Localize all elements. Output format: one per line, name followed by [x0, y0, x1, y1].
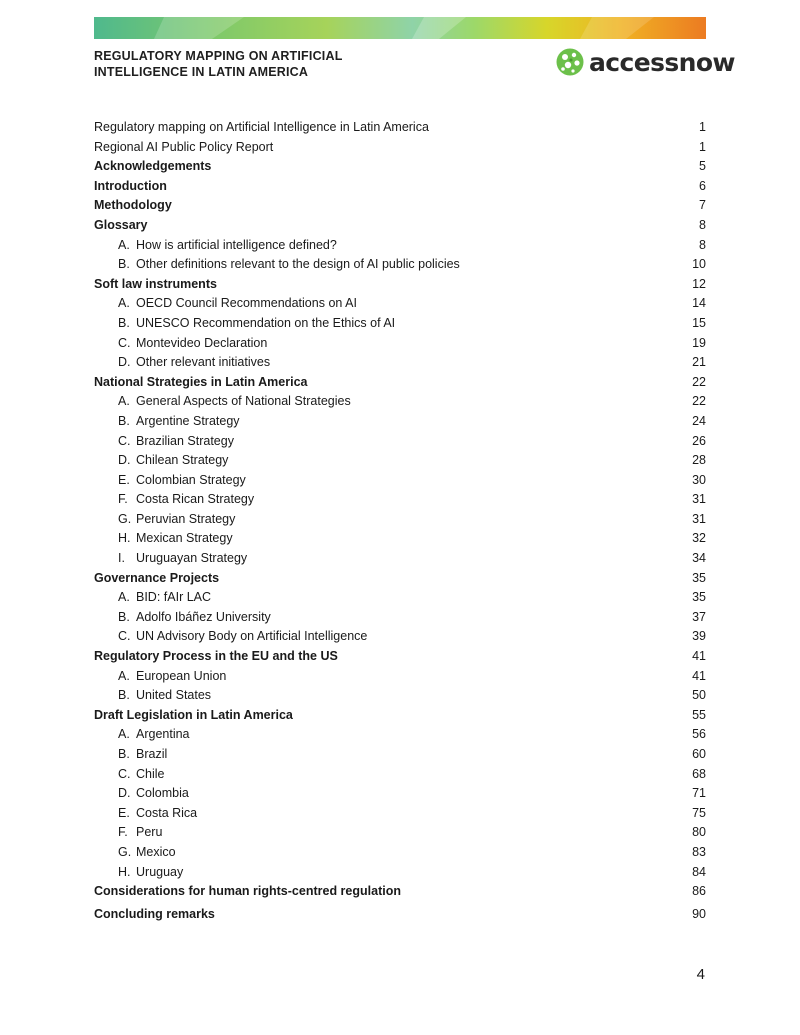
toc-entry-label: Mexico [136, 844, 176, 859]
toc-entry-label: Draft Legislation in Latin America [94, 707, 293, 722]
toc-entry-label: Brazilian Strategy [136, 433, 234, 448]
toc-entry-title [94, 588, 211, 608]
toc-entry-page: 56 [692, 727, 706, 742]
toc-entry-page: 39 [692, 629, 706, 644]
toc-entry-page: 31 [692, 492, 706, 507]
toc-entry-letter: F. [118, 825, 128, 840]
toc-entry-label: Adolfo Ibáñez University [136, 609, 271, 624]
toc-entry-page: 75 [692, 805, 706, 820]
toc-entry-letter: B. [118, 609, 130, 624]
toc-entry-label: General Aspects of National Strategies [136, 394, 351, 409]
logo-wordmark: accessnow [589, 47, 735, 77]
toc-subentry[interactable] [94, 432, 706, 452]
toc-entry-label: European Union [136, 668, 227, 683]
toc-entry-page: 8 [699, 237, 706, 252]
toc-entry-title [94, 294, 357, 314]
toc-subentry[interactable] [94, 529, 706, 549]
toc-subentry[interactable] [94, 353, 706, 373]
toc-subentry[interactable] [94, 294, 706, 314]
toc-entry-page: 71 [692, 786, 706, 801]
toc-entry-letter: A. [118, 590, 130, 605]
toc-entry[interactable] [94, 569, 706, 589]
toc-entry-label: Introduction [94, 178, 167, 193]
toc-entry-title [94, 882, 401, 902]
toc-entry-title [94, 471, 246, 491]
toc-entry-title [94, 608, 271, 628]
toc-entry-letter: I. [118, 551, 125, 566]
toc-entry-label: Concluding remarks [94, 907, 215, 922]
toc-entry-page: 90 [692, 907, 706, 922]
toc-entry-label: Peru [136, 825, 163, 840]
toc-entry-title [94, 706, 293, 726]
toc-subentry[interactable] [94, 451, 706, 471]
toc-entry-page: 22 [692, 374, 706, 389]
toc-entry-title [94, 745, 167, 765]
toc-entry-letter: C. [118, 629, 131, 644]
toc-entry-label: National Strategies in Latin America [94, 374, 308, 389]
toc-entry-title [94, 432, 234, 452]
toc-entry[interactable] [94, 706, 706, 726]
toc-subentry[interactable] [94, 510, 706, 530]
toc-entry-page: 7 [699, 198, 706, 213]
document-title-line-1: REGULATORY MAPPING ON ARTIFICIAL [94, 49, 343, 63]
toc-entry-label: UNESCO Recommendation on the Ethics of AI [136, 315, 396, 330]
toc-entry[interactable] [94, 196, 706, 216]
toc-entry[interactable] [94, 216, 706, 236]
toc-entry-label: BID: fAIr LAC [136, 590, 212, 605]
toc-entry[interactable] [94, 118, 706, 138]
toc-entry-label: Regulatory Process in the EU and the US [94, 649, 338, 664]
toc-entry-label: Methodology [94, 198, 172, 213]
toc-entry-title [94, 510, 235, 530]
toc-entry-title [94, 823, 162, 843]
toc-entry-page: 1 [699, 120, 706, 134]
toc-entry-title [94, 392, 351, 412]
toc-subentry[interactable] [94, 236, 706, 256]
toc-subentry[interactable] [94, 784, 706, 804]
toc-entry-label: OECD Council Recommendations on AI [136, 296, 357, 311]
toc-entry-letter: D. [118, 786, 131, 801]
toc-entry-label: Regional AI Public Policy Report [94, 139, 274, 154]
toc-subentry[interactable] [94, 608, 706, 628]
toc-subentry[interactable] [94, 490, 706, 510]
toc-entry-label: Chile [136, 766, 165, 781]
toc-entry-page: 41 [692, 649, 706, 664]
document-title [94, 48, 343, 80]
toc-entry-label: Considerations for human rights-centred regulation [94, 884, 401, 899]
toc-subentry[interactable] [94, 745, 706, 765]
toc-entry-label: Uruguay [136, 864, 184, 879]
toc-entry-label: Regulatory mapping on Artificial Intelligence in Latin America [94, 120, 429, 134]
toc-entry-title [94, 275, 217, 295]
toc-entry-label: How is artificial intelligence defined? [136, 237, 337, 252]
toc-entry-page: 35 [692, 590, 706, 605]
toc-entry[interactable] [94, 275, 706, 295]
toc-subentry[interactable] [94, 334, 706, 354]
toc-entry-label: Colombia [136, 786, 189, 801]
toc-entry-letter: C. [118, 335, 131, 350]
toc-entry-page: 26 [692, 433, 706, 448]
toc-entry[interactable] [94, 905, 706, 925]
toc-entry-label: Governance Projects [94, 570, 220, 585]
toc-subentry[interactable] [94, 667, 706, 687]
toc-entry-title [94, 647, 338, 667]
toc-subentry[interactable] [94, 471, 706, 491]
toc-entry-page: 80 [692, 825, 706, 840]
accessnow-logo [555, 45, 735, 79]
toc-entry-title [94, 843, 176, 863]
toc-entry-title [94, 451, 228, 471]
toc-subentry[interactable] [94, 804, 706, 824]
toc-entry-label: Costa Rica [136, 805, 198, 820]
toc-entry[interactable] [94, 177, 706, 197]
toc-entry-label: Costa Rican Strategy [136, 492, 255, 507]
toc-entry-label: Peruvian Strategy [136, 511, 236, 526]
toc-entry-page: 12 [692, 276, 706, 291]
toc-subentry[interactable] [94, 627, 706, 647]
toc-entry-page: 5 [699, 159, 706, 174]
header-banner [94, 17, 706, 39]
toc-entry-title [94, 177, 167, 197]
table-of-contents [94, 118, 706, 925]
toc-entry-letter: E. [118, 472, 130, 487]
toc-entry-label: Brazil [136, 747, 168, 761]
toc-entry-letter: A. [118, 296, 130, 311]
toc-entry-title [94, 905, 215, 925]
toc-entry-letter: C. [118, 433, 131, 448]
toc-entry[interactable] [94, 882, 706, 902]
toc-entry-label: United States [136, 688, 212, 703]
toc-entry-page: 86 [692, 884, 706, 899]
toc-entry-title [94, 373, 307, 393]
toc-entry-title [94, 314, 395, 334]
toc-entry-page: 34 [692, 551, 706, 566]
toc-entry-title [94, 255, 460, 275]
toc-entry[interactable] [94, 138, 706, 158]
toc-entry-title [94, 627, 367, 647]
toc-entry-label: Uruguayan Strategy [136, 551, 248, 566]
toc-subentry[interactable] [94, 549, 706, 569]
toc-entry-title [94, 804, 197, 824]
toc-entry-label: Colombian Strategy [136, 472, 246, 487]
toc-entry-title [94, 667, 226, 687]
toc-entry-letter: H. [118, 531, 131, 546]
toc-entry-letter: B. [118, 257, 130, 272]
toc-entry-letter: G. [118, 511, 132, 526]
toc-entry-page: 50 [692, 688, 706, 703]
toc-entry-page: 55 [692, 707, 706, 722]
toc-entry-letter: B. [118, 413, 130, 428]
toc-entry-page: 28 [692, 453, 706, 468]
toc-entry-page: 15 [692, 315, 706, 330]
toc-entry-title [94, 725, 190, 745]
toc-subentry[interactable] [94, 725, 706, 745]
toc-entry-page: 19 [692, 335, 706, 350]
toc-entry-title [94, 216, 148, 236]
toc-entry-letter: C. [118, 766, 131, 781]
toc-entry-letter: B. [118, 315, 130, 330]
toc-entry-letter: D. [118, 453, 131, 468]
toc-entry-label: Chilean Strategy [136, 453, 229, 468]
toc-entry[interactable] [94, 373, 706, 393]
toc-entry-page: 68 [692, 766, 706, 781]
toc-entry-label: Montevideo Declaration [136, 335, 268, 350]
globe-dots-icon [555, 47, 585, 77]
toc-subentry[interactable] [94, 686, 706, 706]
toc-entry-title [94, 353, 270, 373]
toc-subentry[interactable] [94, 412, 706, 432]
toc-entry-title [94, 549, 247, 569]
toc-entry-letter: F. [118, 492, 128, 507]
toc-entry-page: 32 [692, 531, 706, 546]
toc-entry-letter: E. [118, 805, 130, 820]
toc-subentry[interactable] [94, 314, 706, 334]
toc-entry-label: Other relevant initiatives [136, 355, 271, 370]
toc-subentry[interactable] [94, 863, 706, 883]
toc-entry-title [94, 686, 211, 706]
toc-entry-title [94, 863, 183, 883]
toc-entry-page: 60 [692, 747, 706, 761]
toc-entry-page: 1 [699, 139, 706, 154]
toc-entry-page: 22 [692, 394, 706, 409]
toc-entry-title [94, 196, 172, 216]
toc-entry-letter: H. [118, 864, 131, 879]
toc-entry-label: Soft law instruments [94, 276, 217, 291]
toc-subentry[interactable] [94, 765, 706, 785]
page-number: 4 [696, 966, 705, 983]
toc-entry-page: 14 [692, 296, 706, 311]
toc-entry-letter: B. [118, 688, 130, 703]
toc-entry-title [94, 529, 233, 549]
toc-entry-title [94, 236, 337, 256]
toc-entry-page: 41 [692, 668, 706, 683]
toc-entry-label: Mexican Strategy [136, 531, 233, 546]
toc-entry-title [94, 334, 267, 354]
toc-subentry[interactable] [94, 392, 706, 412]
toc-entry-title [94, 569, 219, 589]
toc-entry-page: 6 [699, 178, 706, 193]
toc-entry-title [94, 412, 240, 432]
toc-entry-letter: B. [118, 747, 130, 761]
toc-entry-letter: A. [118, 727, 130, 742]
toc-entry-title [94, 765, 165, 785]
toc-entry-page: 84 [692, 864, 706, 879]
toc-entry-page: 35 [692, 570, 706, 585]
toc-entry-page: 21 [692, 355, 706, 370]
toc-entry-label: Argentine Strategy [136, 413, 240, 428]
toc-subentry[interactable] [94, 255, 706, 275]
toc-entry-label: UN Advisory Body on Artificial Intelligence [136, 629, 368, 644]
toc-subentry[interactable] [94, 588, 706, 608]
toc-entry[interactable] [94, 157, 706, 177]
toc-entry-letter: A. [118, 237, 130, 252]
toc-entry-page: 30 [692, 472, 706, 487]
toc-entry-page: 24 [692, 413, 706, 428]
toc-entry-title [94, 157, 211, 177]
toc-entry-label: Acknowledgements [94, 159, 212, 174]
document-title-line-2: INTELLIGENCE IN LATIN AMERICA [94, 65, 309, 79]
toc-entry-title [94, 138, 273, 158]
toc-entry-letter: G. [118, 844, 132, 859]
toc-entry-label: Glossary [94, 217, 148, 232]
toc-entry-page: 83 [692, 844, 706, 859]
toc-entry-letter: A. [118, 668, 130, 683]
banner-decoration [94, 17, 706, 39]
toc-entry-title [94, 118, 429, 138]
toc-entry-letter: A. [118, 394, 130, 409]
toc-entry-page: 8 [699, 217, 706, 232]
toc-entry-title [94, 490, 254, 510]
toc-entry-page: 31 [692, 511, 706, 526]
toc-entry-page: 37 [692, 609, 706, 624]
toc-entry-label: Other definitions relevant to the design of AI public policies [136, 257, 460, 272]
toc-entry-label: Argentina [136, 727, 190, 742]
toc-subentry[interactable] [94, 823, 706, 843]
toc-subentry[interactable] [94, 843, 706, 863]
toc-entry-title [94, 784, 189, 804]
toc-entry-letter: D. [118, 355, 131, 370]
toc-entry-page: 10 [692, 257, 706, 272]
toc-entry[interactable] [94, 647, 706, 667]
